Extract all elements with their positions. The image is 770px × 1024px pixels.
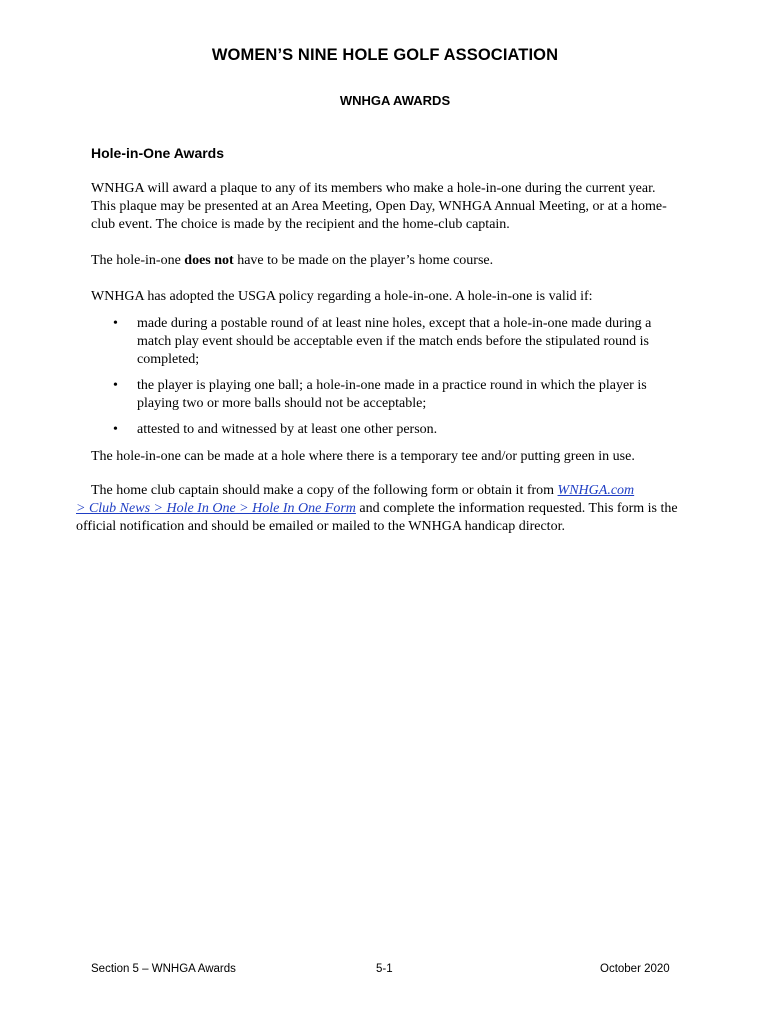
bullet-icon: • (113, 422, 118, 437)
paragraph-form-text-1: The home club captain should make a copy of the following form or obtain it from (91, 483, 558, 498)
bullet-icon: • (113, 316, 118, 331)
paragraph-temporary-tee: The hole-in-one can be made at a hole where there is a temporary tee and/or putting green in use. (91, 449, 635, 464)
list-item (91, 315, 681, 369)
paragraph-form-instructions (76, 482, 686, 536)
list-item-text: the player is playing one ball; a hole-in-one made in a practice round in which the player is playing two or more balls should not be acceptable; (137, 378, 647, 411)
list-item-text: made during a postable round of at least nine holes, except that a hole-in-one made during a match play event should be acceptable even if the match ends before the stipulated round is completed; (137, 316, 652, 367)
footer-date: October 2020 (600, 963, 670, 975)
wnhga-link[interactable]: WNHGA.com (557, 483, 635, 498)
paragraph-award-intro: WNHGA will award a plaque to any of its members who make a hole-in-one during the current year. This plaque may be presented at an Area Meeting, Open Day, WNHGA Annual Meeting, or at a home-club event. The choice is made by the recipient and the home-club captain. (91, 181, 667, 232)
paragraph-home-course-emphasis: does not (184, 253, 234, 268)
bullet-icon: • (113, 378, 118, 393)
page-subtitle: WNHGA AWARDS (339, 93, 451, 108)
list-item (91, 377, 681, 413)
paragraph-home-course-text-1: The hole-in-one (91, 253, 185, 268)
paragraph-home-course-text-2: have to be made on the player’s home course. (233, 253, 494, 268)
paragraph-home-course (91, 252, 681, 270)
validity-list (91, 315, 681, 447)
section-heading: Hole-in-One Awards (91, 145, 225, 161)
paragraph-form-text-2: and complete the information requested. This form is the official notification and should be emailed or mailed to the WNHGA handicap director. (76, 501, 678, 534)
hole-in-one-form-link[interactable]: > Club News > Hole In One > Hole In One Form (76, 501, 356, 516)
list-item (91, 421, 681, 439)
footer-section-label: Section 5 – WNHGA Awards (91, 963, 236, 975)
paragraph-usga-policy: WNHGA has adopted the USGA policy regarding a hole-in-one. A hole-in-one is valid if: (91, 289, 593, 304)
list-item-text: attested to and witnessed by at least one other person. (137, 422, 438, 437)
page-title: WOMEN’S NINE HOLE GOLF ASSOCIATION (211, 46, 559, 64)
footer-page-number: 5-1 (376, 963, 393, 975)
